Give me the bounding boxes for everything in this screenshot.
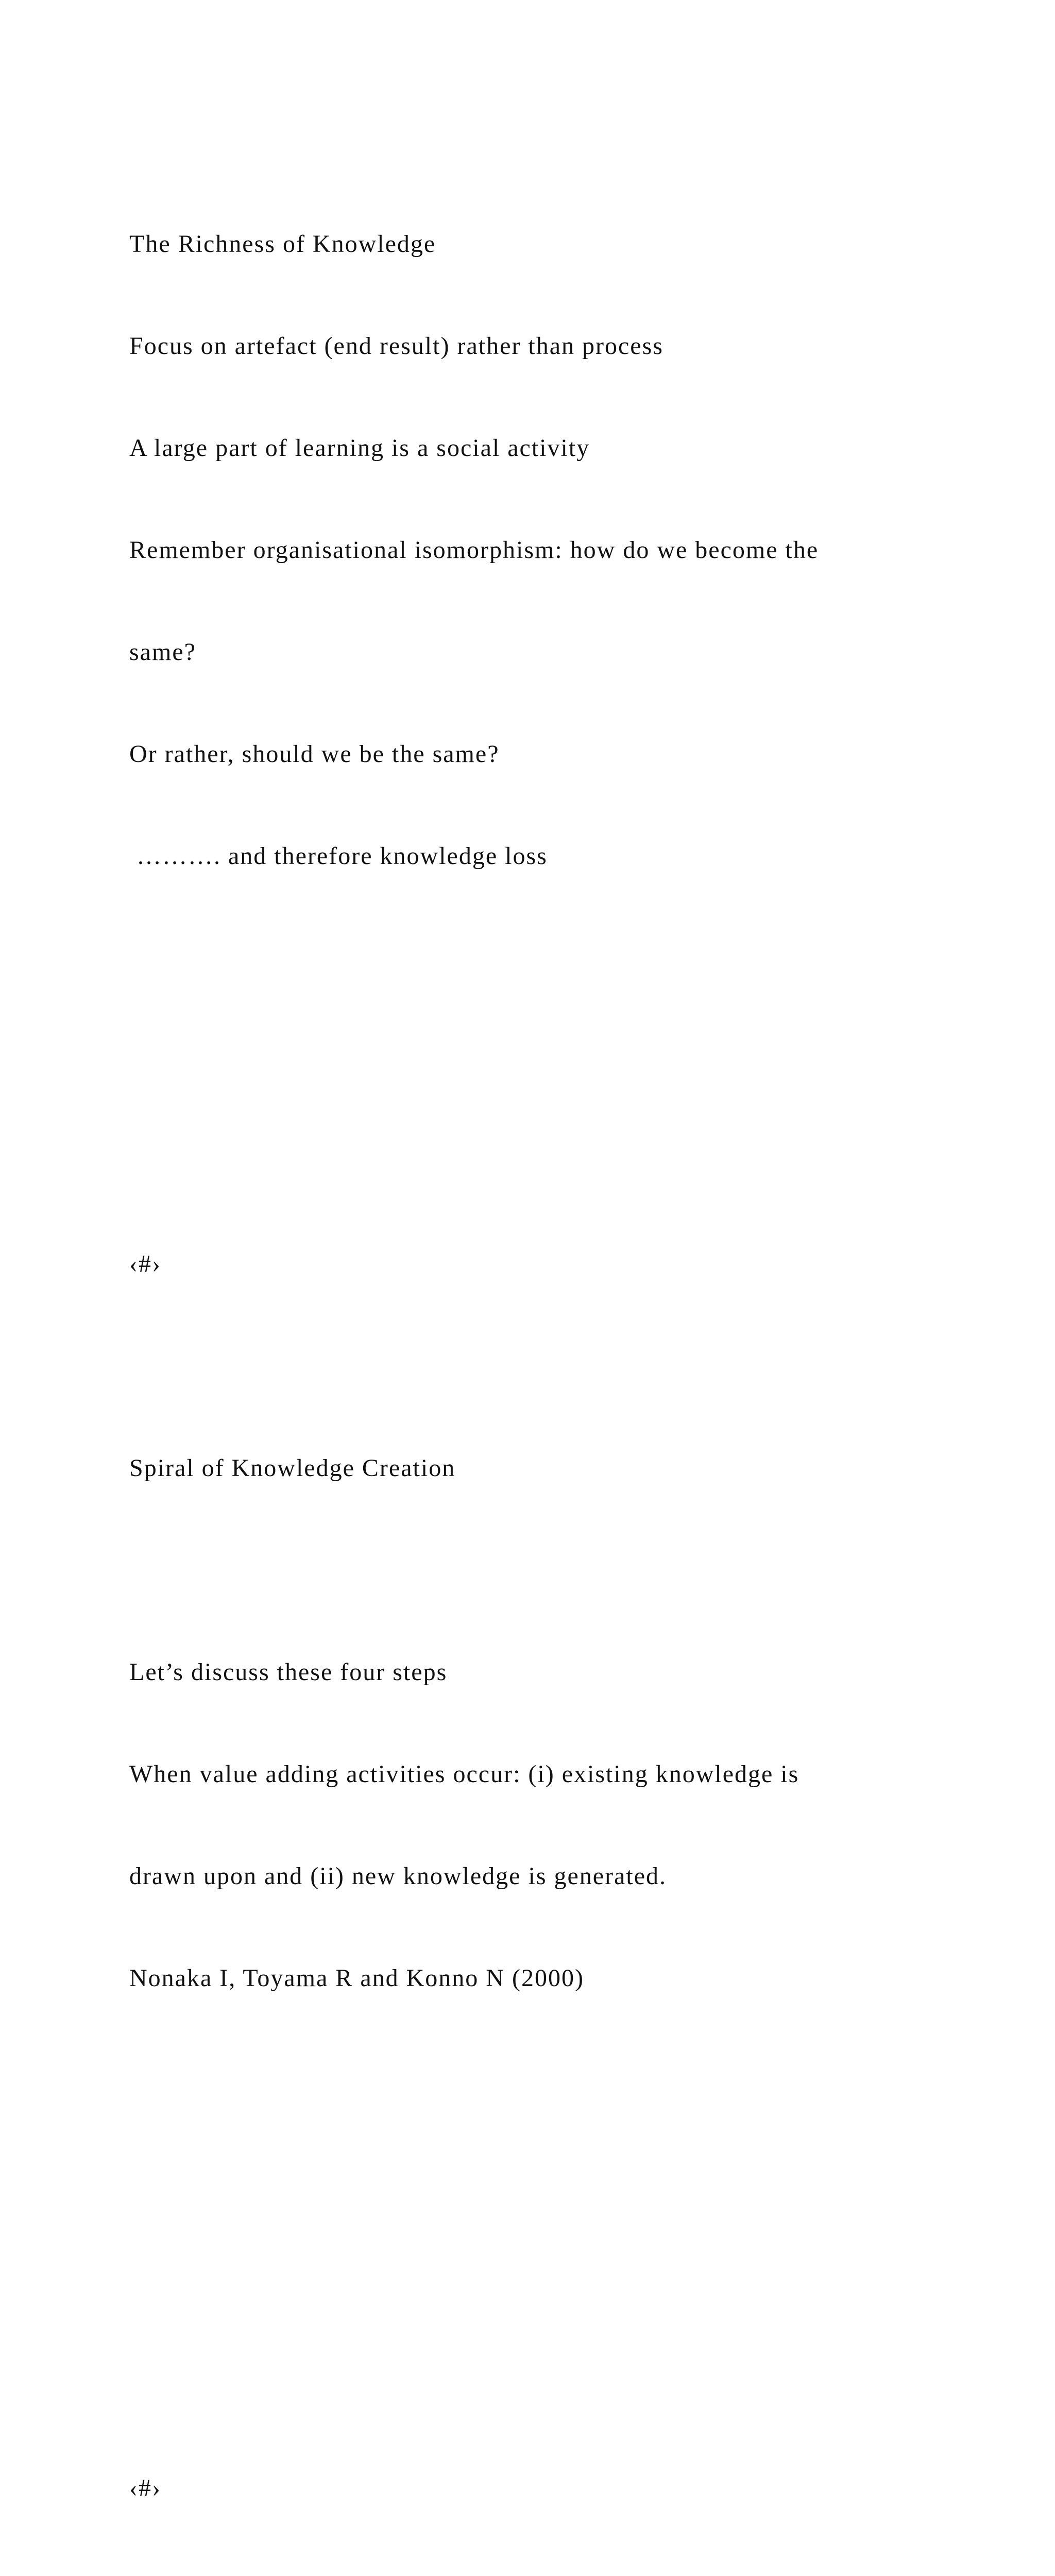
slide-title-richness-of-knowledge: The Richness of Knowledge	[129, 230, 436, 258]
body-line: Focus on artefact (end result) rather than process	[129, 332, 663, 360]
body-line: same?	[129, 638, 196, 666]
body-line: drawn upon and (ii) new knowledge is generated.	[129, 1862, 667, 1890]
body-line: Let’s discuss these four steps	[129, 1658, 448, 1686]
blank-line	[129, 1553, 954, 1587]
blank-line	[129, 2165, 954, 2199]
body-line: When value adding activities occur: (i) existing knowledge is	[129, 1760, 799, 1788]
slide-number-placeholder: ‹#›	[129, 2475, 161, 2502]
blank-line	[129, 2267, 954, 2301]
blank-line	[129, 1349, 954, 1383]
blank-line	[129, 1043, 954, 1077]
blank-line	[129, 2369, 954, 2403]
body-line: Or rather, should we be the same?	[129, 740, 500, 768]
blank-line	[129, 941, 954, 975]
document-body	[129, 159, 954, 2576]
body-line: A large part of learning is a social activity	[129, 434, 590, 462]
blank-line	[129, 1145, 954, 1179]
slide-number-placeholder: ‹#›	[129, 1250, 161, 1278]
blank-line	[129, 2063, 954, 2097]
slide-title-spiral-of-knowledge-creation: Spiral of Knowledge Creation	[129, 1454, 456, 1482]
body-line: ………. and therefore knowledge loss	[129, 842, 548, 870]
citation-line: Nonaka I, Toyama R and Konno N (2000)	[129, 1964, 584, 1992]
body-line: Remember organisational isomorphism: how do we become the	[129, 536, 819, 564]
blank-line	[129, 2573, 954, 2576]
